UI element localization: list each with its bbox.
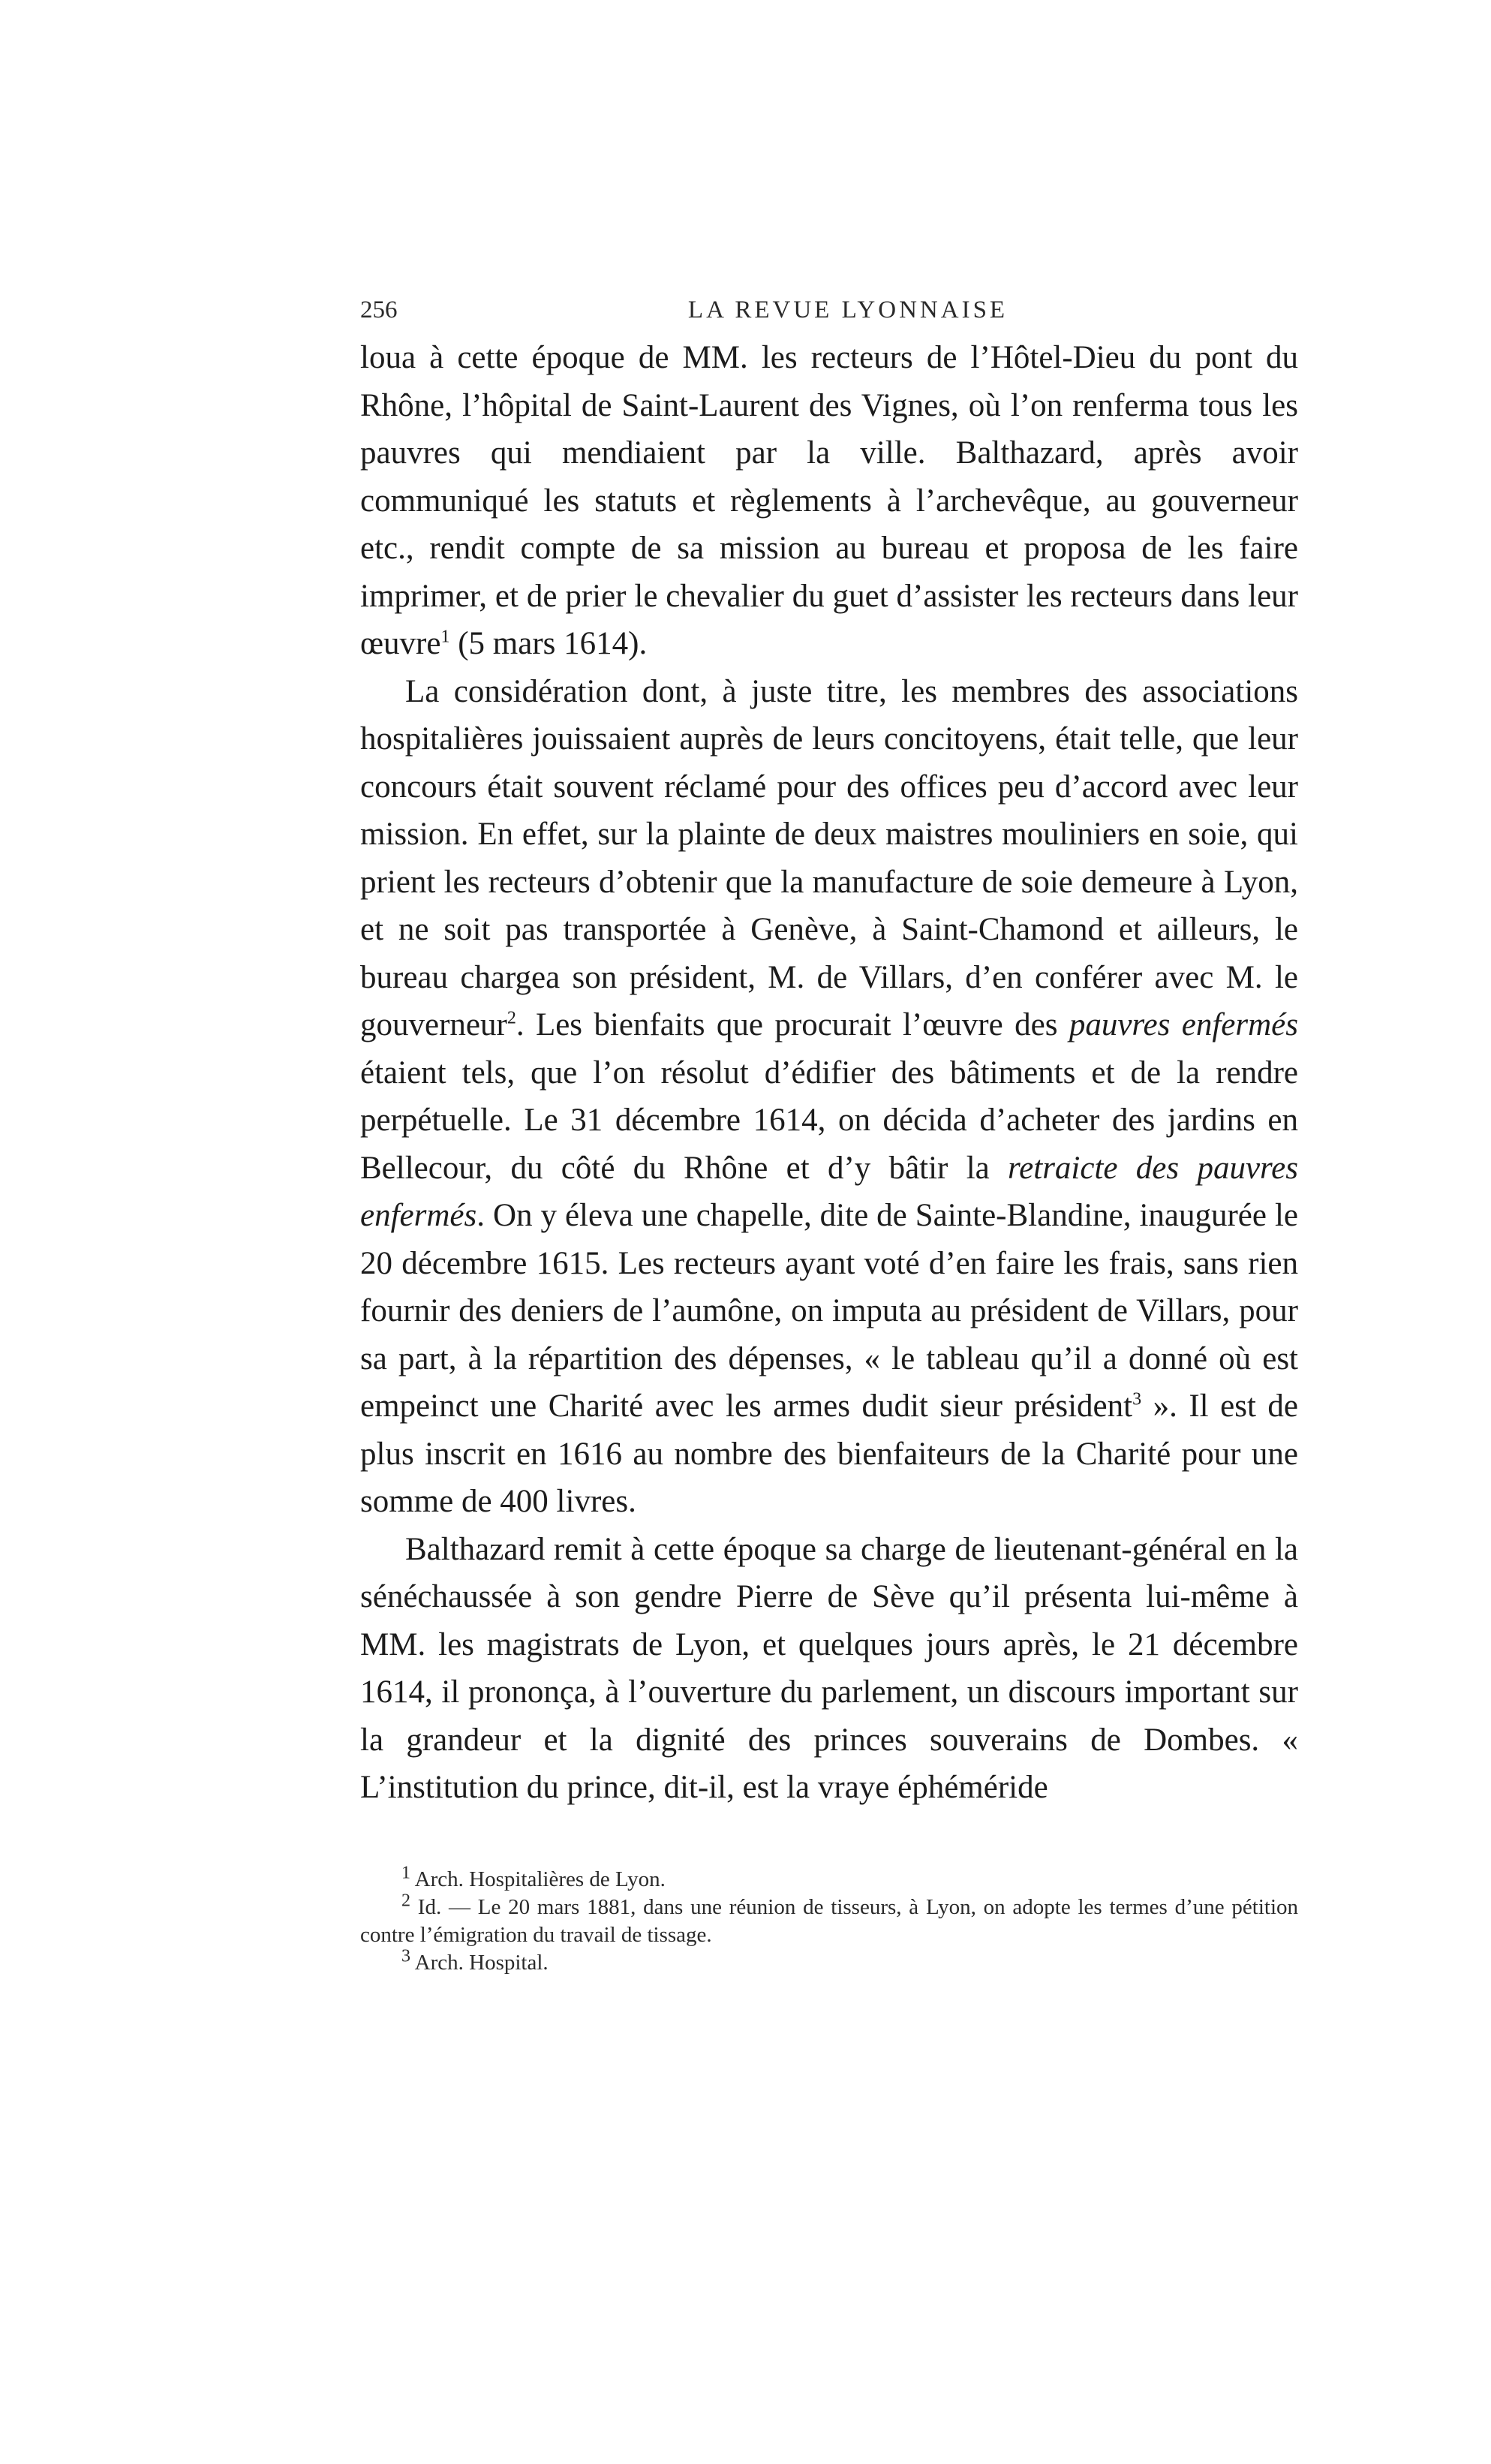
footnote-ref-2: 2: [507, 1008, 516, 1028]
text-run: . On y éleva une chapelle, dite de Sainte-Blandine, inaugurée le 20 décembre 1615. Les recteurs ayant voté d’en faire les frais, sans rien fournir des deniers de l’aumône, on imputa au président de Villars, pour sa part, à la répartition des dépenses, « le tableau qu’il a donné où est empeinct une Charité avec les armes dudit sieur président: [360, 1198, 1298, 1424]
paragraph-1: [360, 334, 1298, 668]
footnote-marker: 2: [401, 1890, 410, 1910]
footnote-ref-1: 1: [440, 627, 450, 647]
text-run: loua à cette époque de MM. les recteurs de l’Hôtel-Dieu du pont du Rhône, l’hôpital de Saint-Laurent des Vignes, où l’on renferma tous les pauvres qui mendiaient par la ville. Balthazard, après avoir communiqué les statuts et règlements à l’archevêque, au gouverneur etc., rendit compte de sa mission au bureau et proposa de les faire imprimer, et de prier le chevalier du guet d’assister les recteurs dans leur œuvre: [360, 340, 1298, 661]
paragraph-2: [360, 668, 1298, 1526]
book-page: [360, 296, 1298, 1977]
text-run: Balthazard remit à cette époque sa charge de lieutenant-général en la sénéchaussée à son gendre Pierre de Sève qu’il présenta lui-même à MM. les magistrats de Lyon, et quelques jours après, le 21 décembre 1614, il prononça, à l’ouverture du parlement, un discours important sur la grandeur et la dignité des princes souverains de Dombes. « L’institution du prince, dit-il, est la vraye éphéméride: [360, 1531, 1298, 1805]
paragraph-3: [360, 1526, 1298, 1812]
italic-phrase: retraicte des pauvres enfermés: [360, 1150, 1298, 1233]
footnote-marker: 1: [401, 1862, 410, 1882]
footnotes: [360, 1862, 1298, 1977]
footnote-2: [360, 1890, 1298, 1949]
footnote-text: Arch. Hospitalières de Lyon.: [410, 1867, 666, 1891]
footnote-ref-3: 3: [1132, 1389, 1142, 1410]
text-run: ». Il est de plus inscrit en 1616 au nombre des bienfaiteurs de la Charité pour une somme de 400 livres.: [360, 1388, 1298, 1519]
footnote-3: [360, 1945, 1298, 1977]
text-run: La considération dont, à juste titre, les membres des associations hospitalières jouissaient auprès de leurs concitoyens, était telle, que leur concours était souvent réclamé pour des offices peu d’accord avec leur mission. En effet, sur la plainte de deux maistres mouliniers en soie, qui prient les recteurs d’obtenir que la manufacture de soie demeure à Lyon, et ne soit pas transportée à Genève, à Saint-Chamond et ailleurs, le bureau chargea son président, M. de Villars, d’en conférer avec M. le gouverneur: [360, 673, 1298, 1042]
text-run: étaient tels, que l’on résolut d’édifier des bâtiments et de la rendre perpétuelle. Le 31 décembre 1614, on décida d’acheter des jardins en Bellecour, du côté du Rhône et d’y bâtir la: [360, 1054, 1298, 1186]
footnote-text: Id. — Le 20 mars 1881, dans une réunion de tisseurs, à Lyon, on adopte les termes d’une pétition contre l’émigration du travail de tissage.: [360, 1894, 1298, 1947]
footnote-text: Arch. Hospital.: [410, 1950, 549, 1975]
page-number: 256: [360, 296, 398, 323]
running-title: LA REVUE LYONNAISE: [687, 296, 1009, 323]
text-run: . Les bienfaits que procurait l’œuvre des: [516, 1007, 1069, 1042]
running-head: [360, 296, 1298, 334]
italic-phrase: pauvres enfermés: [1069, 1007, 1298, 1042]
footnote-1: [360, 1862, 1298, 1894]
footnote-marker: 3: [401, 1945, 410, 1966]
text-run: (5 mars 1614).: [449, 626, 648, 661]
body-text: [360, 334, 1298, 1812]
